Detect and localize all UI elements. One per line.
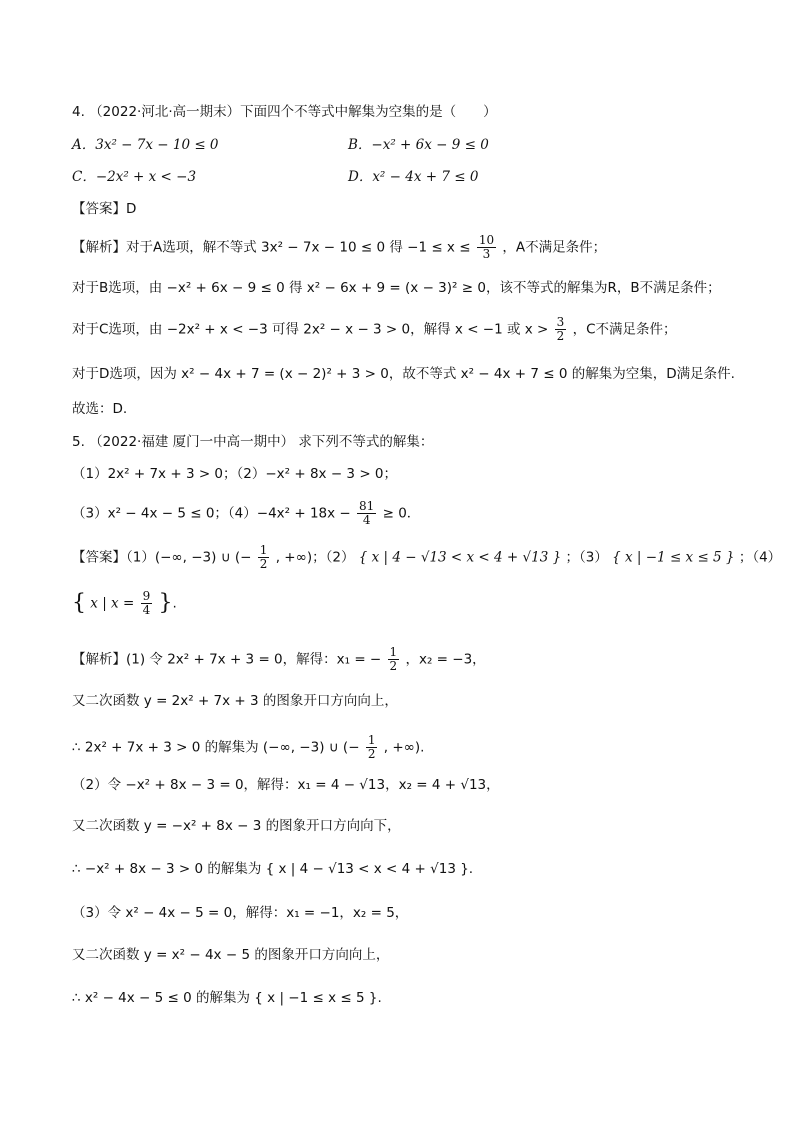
q5-a5-text: 又二次函数 y = −x² + 8x − 3 的图象开口方向向下， (72, 818, 401, 834)
q4-analysis-a-pre: 【解析】对于A选项，解不等式 3x² − 7x − 10 ≤ 0 得 −1 ≤ x ≤ (72, 239, 471, 256)
q5-a6-text: ∴ −x² + 8x − 3 > 0 的解集为 { x | 4 − √13 < x < 4 + √13 }. (72, 861, 474, 877)
q5-analysis-6 (72, 859, 754, 879)
q4-analysis-a-fraction (477, 234, 496, 261)
q5-analysis-7 (72, 903, 754, 923)
q5-analysis-4 (72, 775, 754, 795)
q5-answer-mid2: ；（3） (565, 549, 608, 566)
fraction-denominator: 2 (389, 659, 398, 673)
q5-answer4-fraction (141, 590, 153, 617)
fraction-denominator: 2 (556, 329, 565, 343)
open-brace-icon: { (72, 590, 86, 616)
q4-answer (72, 199, 754, 219)
fraction-numerator: 3 (556, 315, 565, 329)
q5-answer-set3: { x | −1 ≤ x ≤ 5 } (612, 549, 735, 566)
fraction-numerator: 1 (389, 645, 398, 659)
q5-answer-set2: { x | 4 − √13 < x < 4 + √13 } (358, 549, 562, 566)
q5-answer-tail: ；（4） (738, 549, 782, 566)
q5-a8-text: 又二次函数 y = x² − 4x − 5 的图象开口方向向上， (72, 947, 390, 963)
q5-answer-4 (72, 590, 754, 617)
q5-items-row1-text: （1）2x² + 7x + 3 > 0；（2）−x² + 8x − 3 > 0； (72, 466, 398, 482)
q5-answer-pre: 【答案】（1）(−∞, −3) ∪ (− (72, 549, 252, 566)
q4-option-a: A．3x² − 7x − 10 ≤ 0 (72, 137, 219, 153)
fraction-numerator: 10 (478, 233, 495, 247)
q5-stem (72, 432, 754, 452)
q5-items-row1 (72, 464, 754, 484)
q4-analysis-c-pre: 对于C选项，由 −2x² + x < −3 可得 2x² − x − 3 > 0，解得 x < −1 或 x > (72, 321, 549, 338)
q5-analysis-5 (72, 816, 754, 836)
q4-analysis-c-post: ，C不满足条件； (572, 321, 677, 338)
q5-items-row2 (72, 500, 754, 527)
close-brace-icon: } (158, 590, 173, 616)
q4-analysis-b (72, 278, 754, 298)
q5-a3-fraction (366, 734, 378, 761)
q5-items-row2-post: ≥ 0． (382, 505, 421, 522)
q5-a4-text: （2）令 −x² + 8x − 3 = 0，解得：x₁ = 4 − √13，x₂ = 4 + √13， (72, 777, 500, 793)
q4-option-d: D．x² − 4x + 7 ≤ 0 (348, 169, 479, 185)
q4-choice-text: 故选：D. (72, 401, 128, 417)
fraction-numerator: 81 (359, 499, 375, 513)
q5-a3-post: , +∞). (383, 739, 425, 756)
period-mark: . (172, 595, 177, 612)
q4-stem (72, 102, 754, 122)
q5-analysis-3 (72, 734, 754, 761)
q5-answer4-pre: x | x = (90, 595, 135, 612)
fraction-denominator: 2 (367, 747, 376, 761)
q5-items-fraction (357, 500, 376, 527)
q4-options-row1 (72, 135, 754, 155)
q4-options-row2 (72, 167, 754, 187)
q5-items-row2-pre: （3）x² − 4x − 5 ≤ 0；（4）−4x² + 18x − (72, 505, 351, 522)
q5-a3-pre: ∴ 2x² + 7x + 3 > 0 的解集为 (−∞, −3) ∪ (− (72, 739, 360, 756)
q4-stem-text: 4. （2022·河北·高一期末）下面四个不等式中解集为空集的是（ ） (72, 104, 497, 120)
q5-a2-text: 又二次函数 y = 2x² + 7x + 3 的图象开口方向向上， (72, 693, 398, 709)
q4-choice (72, 399, 754, 419)
fraction-numerator: 1 (259, 543, 268, 557)
q4-option-b: B．−x² + 6x − 9 ≤ 0 (348, 137, 489, 153)
fraction-denominator: 4 (362, 513, 371, 527)
q4-analysis-c-fraction (555, 316, 567, 343)
q5-a1-pre: 【解析】(1) 令 2x² + 7x + 3 = 0，解得：x₁ = − (72, 651, 382, 668)
fraction-numerator: 1 (367, 733, 376, 747)
q5-analysis-9 (72, 988, 754, 1008)
q4-analysis-d (72, 364, 754, 384)
q4-answer-text: 【答案】D (72, 201, 137, 217)
q5-analysis-2 (72, 691, 754, 711)
q4-option-c: C．−2x² + x < −3 (72, 169, 197, 185)
q5-answer-mid1: , +∞)；（2） (275, 549, 355, 566)
fraction-denominator: 3 (482, 247, 491, 261)
fraction-denominator: 4 (142, 603, 151, 617)
q4-analysis-a (72, 234, 754, 261)
q5-a1-post: ，x₂ = −3， (405, 651, 486, 668)
fraction-numerator: 9 (142, 589, 151, 603)
q5-answer (72, 543, 782, 571)
q4-analysis-c (72, 316, 754, 343)
q5-a9-text: ∴ x² − 4x − 5 ≤ 0 的解集为 { x | −1 ≤ x ≤ 5 }. (72, 990, 382, 1006)
q5-a1-fraction (388, 646, 400, 673)
q5-analysis-1 (72, 646, 754, 673)
q4-analysis-b-text: 对于B选项，由 −x² + 6x − 9 ≤ 0 得 x² − 6x + 9 = (x − 3)² ≥ 0，该不等式的解集为R，B不满足条件； (72, 280, 721, 296)
q5-analysis-8 (72, 945, 754, 965)
q5-stem-text: 5. （2022·福建 厦门一中高一期中） 求下列不等式的解集： (72, 434, 434, 450)
q4-analysis-a-post: ，A不满足条件； (502, 239, 607, 256)
q5-answer-fraction (258, 544, 270, 571)
q4-analysis-d-text: 对于D选项，因为 x² − 4x + 7 = (x − 2)² + 3 > 0，故不等式 x² − 4x + 7 ≤ 0 的解集为空集，D满足条件. (72, 366, 735, 382)
fraction-denominator: 2 (259, 557, 268, 571)
q5-a7-text: （3）令 x² − 4x − 5 = 0，解得：x₁ = −1，x₂ = 5， (72, 905, 409, 921)
